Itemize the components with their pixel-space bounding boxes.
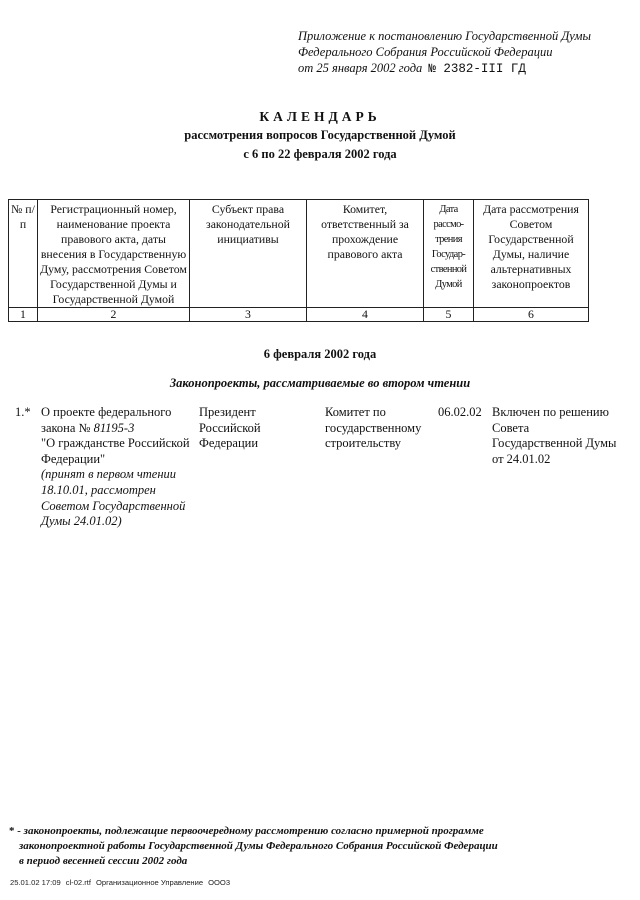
footer-datetime: 25.01.02 17:09 [10,878,61,887]
header-subject: Субъект права законодательной инициативы [190,200,307,308]
resolution-number: № 2382-III ГД [428,62,526,76]
column-number-row [9,308,589,322]
entry-desc-prefix: О проекте федерального закона № [41,405,172,435]
entry-note: (принят в первом чтении 18.10.01, рассмотрен Советом Государственной Думы 24.01.02) [41,467,186,529]
column-number: 3 [190,308,307,322]
header-committee: Комитет, ответственный за прохождение правового акта [307,200,424,308]
entry-law-number: 81195-3 [93,420,135,435]
entry-number: 1.* [15,405,31,419]
entry-date: 06.02.02 [438,405,482,419]
column-number: 2 [38,308,190,322]
footnote-text-1: - законопроекты, подлежащие первоочередному рассмотрению согласно примерной программе [17,825,484,837]
entry-law-title: "О гражданстве Российской Федерации" [41,436,190,466]
annex-date: от 25 января 2002 года [298,61,423,75]
annex-line-2: Федерального Собрания Российской Федерации [298,45,553,59]
entry-committee: Комитет по государственному строительству [325,405,422,451]
footnote-line-1 [9,824,629,839]
section-heading: Законопроекты, рассматриваемые во втором чтении [169,376,471,390]
column-number: 1 [9,308,38,322]
column-number: 5 [424,308,474,322]
header-date-duma: Дата рассмо-трения Государ-ственной Думой [424,200,474,308]
column-number: 6 [474,308,589,322]
entry-description [41,405,191,530]
header-date-council: Дата рассмотрения Советом Государственной Думы, наличие альтернативных законопроектов [474,200,589,308]
date-heading: 6 февраля 2002 года [263,347,377,361]
footer-code: ООО3 [208,878,231,887]
document-title: КАЛЕНДАРЬ [259,109,381,124]
footer-file: cl-02.rtf [65,878,92,887]
document-period: с 6 по 22 февраля 2002 года [243,147,397,161]
calendar-header-table [8,199,589,322]
entry-alternatives: Включен по решению Совета Государственной Думы от 24.01.02 [492,405,617,466]
footnote-star: * [9,825,15,837]
header-number: № п/п [9,200,38,308]
header-registration: Регистрационный номер, наименование проекта правового акта, даты внесения в Государственную Думу, рассмотрения Советом Государственной Думы и Государственной Думой [38,200,190,308]
table-header-row [9,200,589,308]
footer-org: Организационное Управление [96,878,204,887]
footnote-line-2: законопроектной работы Государственной Думы Федерального Собрания Российской Федерации [19,840,498,852]
annex-line-3 [298,60,628,77]
footnote [9,824,629,869]
column-number: 4 [307,308,424,322]
entry-subject: Президент Российской Федерации [199,405,261,451]
print-footer [10,878,235,887]
document-subtitle: рассмотрения вопросов Государственной Думой [184,128,456,142]
annex-header [298,28,628,77]
annex-line-1: Приложение к постановлению Государственной Думы [298,29,591,43]
footnote-line-3: в период весенней сессии 2002 года [19,855,188,867]
